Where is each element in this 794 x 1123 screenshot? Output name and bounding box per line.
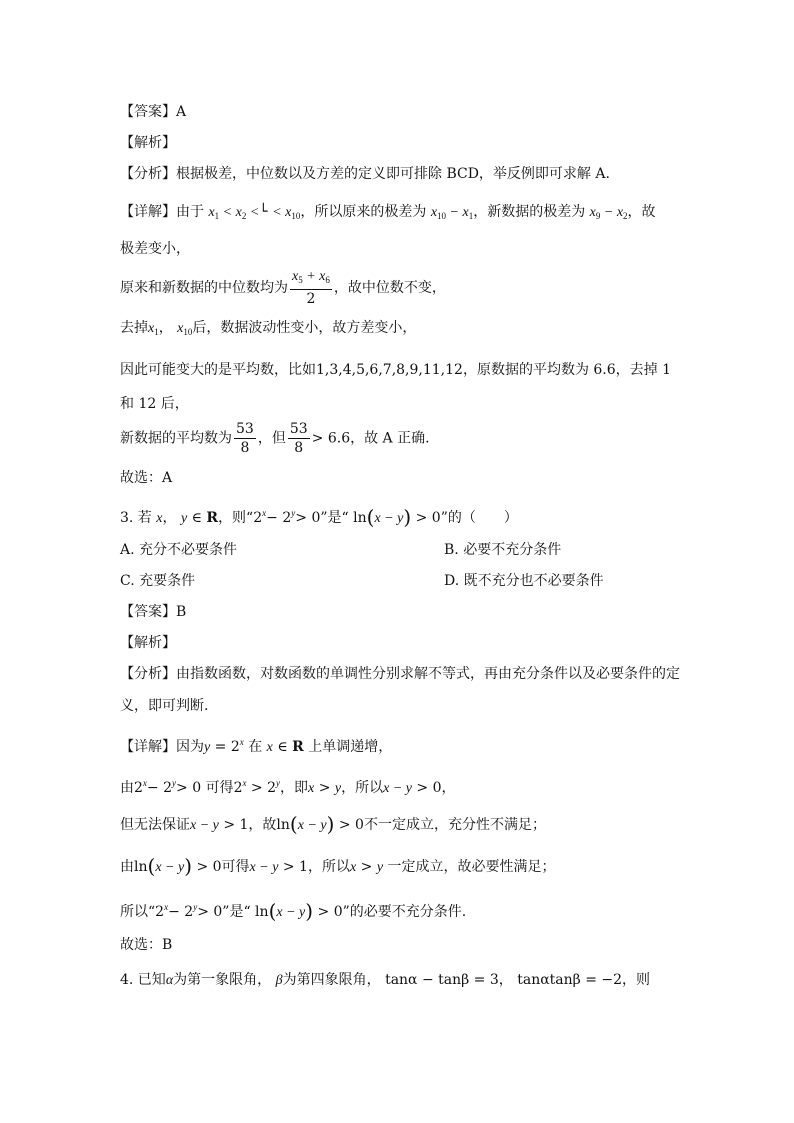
option-c: C. 充要条件 — [120, 573, 196, 589]
detail-3-line-3: 但无法保证x − y > 1，故ln(x − y) > 0不一定成立，充分性不满足； — [120, 812, 546, 836]
option-d: D. 既不充分也不必要条件 — [444, 573, 604, 589]
detail-line-2: 极差变小， — [120, 241, 190, 257]
detail-line-7: 新数据的平均数为 $\frac{53}{8}$ ，但 $\frac{53}{8}$ > 6.6，故 A 正确. — [120, 421, 430, 456]
detail-line-4: 去掉$x_1$， $x_{10}$后，数据波动性变小，故方差变小， — [120, 320, 417, 337]
detail-3-line-2: 由$2^x- 2^y> 0$ 可得$2^x > 2^y$，即x > y，所以x − y > 0， — [120, 778, 456, 796]
analysis-line-3b: 义，即可判断. — [120, 698, 209, 714]
analysis-line: 【分析】根据极差，中位数以及方差的定义即可排除 BCD，举反例即可求解 A. — [120, 166, 610, 182]
conclusion-line: 故选：A — [120, 470, 173, 486]
question-4-stem: 4. 已知α为第一象限角， β为第四象限角， tanα − tanβ = 3， tanαtanβ = −2，则 — [120, 972, 651, 988]
detail-line-6: 和 12 后， — [120, 396, 189, 412]
detail-line-3: 原来和新数据的中位数均为 $\frac{x_5 + x_6}{2}$ ，故中位数不变， — [120, 269, 446, 307]
detail-3-line-4: 由ln(x − y) > 0可得x − y > 1，所以x > y 一定成立，故必要性满足； — [120, 854, 556, 878]
conclusion-line-3: 故选：B — [120, 937, 173, 953]
question-3-stem: 3. 若 x， y ∈ R，则“$2^x- 2^y> 0$”是“ ln(x − y) > 0”的（ ） — [120, 505, 518, 529]
answer-line: 【答案】A — [120, 104, 187, 120]
jiexi-heading-3: 【解析】 — [120, 635, 176, 651]
jiexi-heading: 【解析】 — [120, 135, 176, 151]
detail-line-1: 【详解】由于 $x_1 < x_2$ <└ < $x_{10}$，所以原来的极差为 $x_{10} - x_1$，新数据的极差为 $x_9 - x_2$，故 — [120, 204, 656, 221]
detail-3-line-1: 【详解】因为$y = 2^x$ 在 x ∈ R 上单调递增， — [120, 737, 393, 755]
detail-3-line-5: 所以“$2^x- 2^y> 0$”是“ ln(x − y) > 0”的必要不充分条件. — [120, 899, 467, 923]
option-a: A. 充分不必要条件 — [120, 542, 238, 558]
answer-line-3: 【答案】B — [120, 604, 187, 620]
detail-line-5: 因此可能变大的是平均数，比如1,3,4,5,6,7,8,9,11,12，原数据的平均数为 6.6，去掉 1 — [120, 362, 672, 378]
analysis-line-3a: 【分析】由指数函数，对数函数的单调性分别求解不等式，再由充分条件以及必要条件的定 — [120, 666, 680, 682]
option-b: B. 必要不充分条件 — [444, 542, 562, 558]
